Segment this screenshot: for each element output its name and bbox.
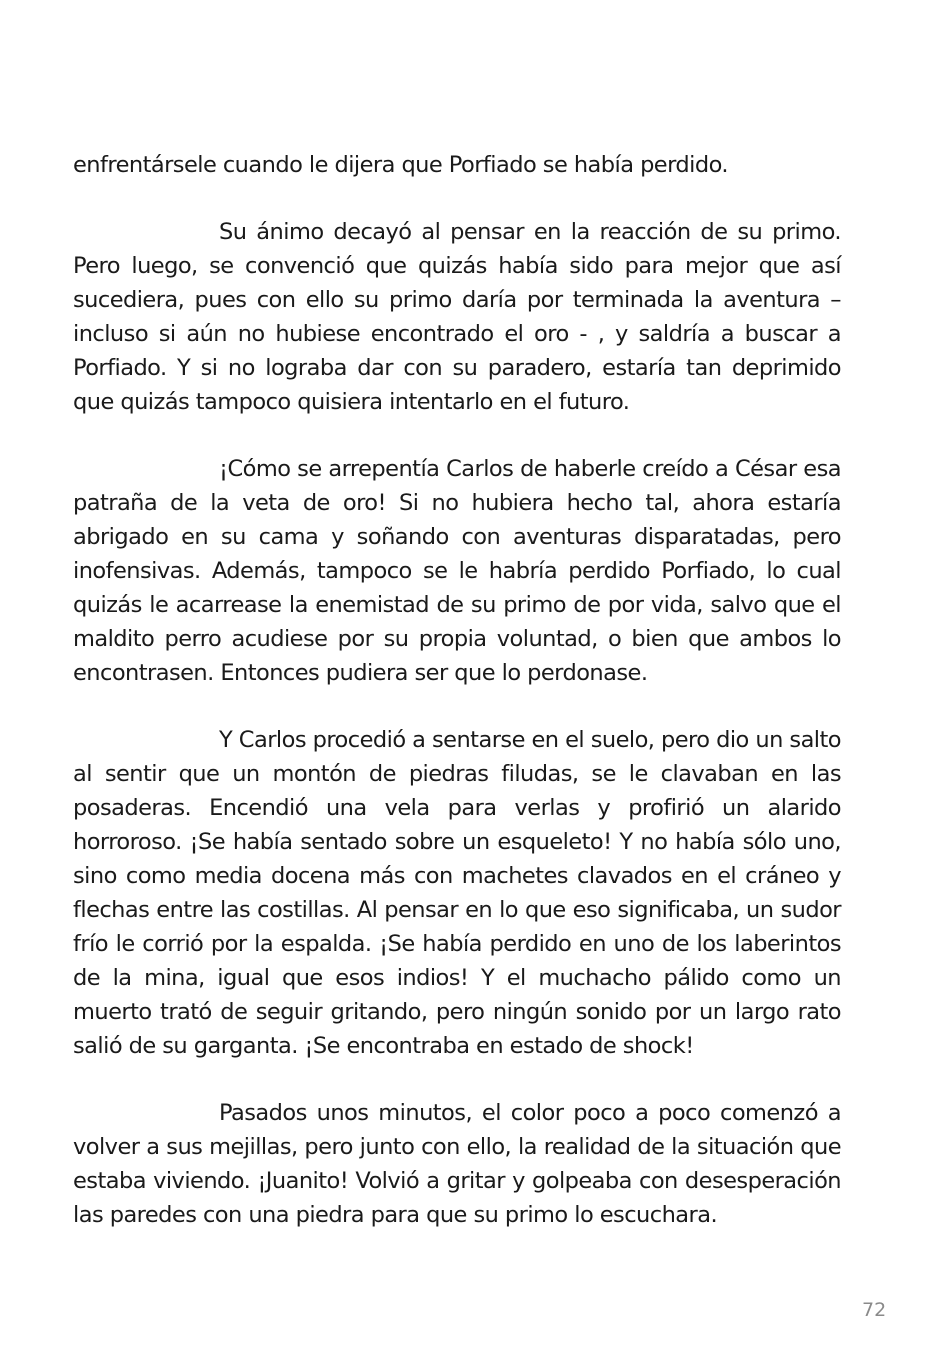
paragraph: Y Carlos procedió a sentarse en el suelo, pero dio un salto al sentir que un montón de piedras filudas, se le clavaban en las posaderas. Encendió una vela para verlas y profirió un alarido horroroso. ¡Se había sentado sobre un esqueleto! Y no había sólo uno, sino como media docena más con machetes clavados en el cráneo y flechas entre las costillas. Al pensar en lo que eso significaba, un sudor frío le corrió por la espalda. ¡Se había perdido en uno de los laberintos de la mina, igual que esos indios! Y el muchacho pálido como un muerto trató de seguir gritando, pero ningún sonido por un largo rato salió de su garganta. ¡Se encontraba en estado de shock! [73,727,841,1059]
page-number: 72 [862,1299,887,1321]
paragraph: Pasados unos minutos, el color poco a poco comenzó a volver a sus mejillas, pero junto con ello, la realidad de la situación que estaba viviendo. ¡Juanito! Volvió a gritar y golpeaba con desesperación las paredes con una piedra para que su primo lo escuchara. [73,1100,841,1228]
page-body [73,148,841,1265]
paragraph-continuation: enfrentársele cuando le dijera que Porfiado se había perdido. [73,152,728,178]
paragraph: Su ánimo decayó al pensar en la reacción de su primo. Pero luego, se convenció que quizás había sido para mejor que así sucediera, pues con ello su primo daría por terminada la aventura – incluso si aún no hubiese encontrado el oro - , y saldría a buscar a Porfiado. Y si no lograba dar con su paradero, estaría tan deprimido que quizás tampoco quisiera intentarlo en el futuro. [73,219,841,415]
paragraph: ¡Cómo se arrepentía Carlos de haberle creído a César esa patraña de la veta de oro! Si no hubiera hecho tal, ahora estaría abrigado en su cama y soñando con aventuras disparatadas, pero inofensivas. Además, tampoco se le habría perdido Porfiado, lo cual quizás le acarrease la enemistad de su primo de por vida, salvo que el maldito perro acudiese por su propia voluntad, o bien que ambos lo encontrasen. Entonces pudiera ser que lo perdonase. [73,456,841,686]
